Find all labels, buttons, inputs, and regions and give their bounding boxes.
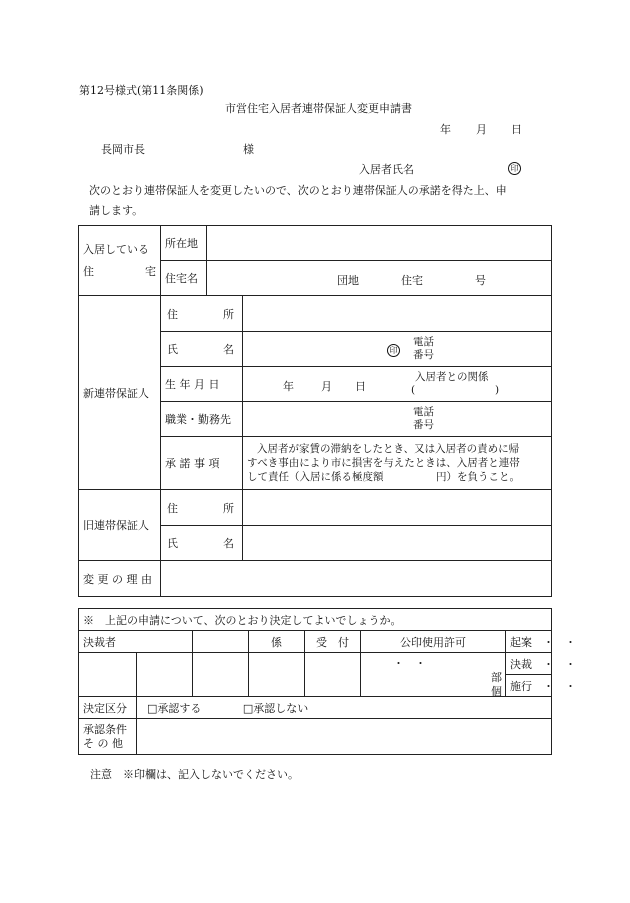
office-notice: ※ 上記の申請について、次のとおり決定してよいでしょうか。 <box>79 609 552 631</box>
approver-stamp-1[interactable] <box>79 653 137 697</box>
conditions-field[interactable] <box>137 719 552 755</box>
occupation-field[interactable] <box>243 402 552 437</box>
uketsuke-stamp[interactable] <box>305 653 361 697</box>
jutaku-label: 住宅 <box>401 274 423 287</box>
birth-date-field[interactable] <box>243 367 552 402</box>
residence-group-label: 入居している 住 宅 <box>79 226 161 296</box>
work-phone-label-2: 番号 <box>413 419 434 431</box>
house-name-field[interactable] <box>207 261 552 296</box>
new-phone-label-2: 番号 <box>413 349 434 361</box>
new-address-field[interactable] <box>243 296 552 332</box>
residence-address-field[interactable] <box>207 226 552 261</box>
new-phone-label-1: 電話 <box>413 336 434 348</box>
applicant-seal-mark <box>508 161 521 175</box>
approve-checkbox[interactable]: □承認する <box>147 701 202 715</box>
official-seal-cell[interactable] <box>361 653 506 697</box>
new-address-label: 住 所 <box>161 296 243 332</box>
work-phone-label-1: 電話 <box>413 406 434 418</box>
applicant-label: 入居者氏名 <box>359 163 414 176</box>
old-address-label: 住 所 <box>161 490 243 526</box>
danchi-label: 団地 <box>337 274 359 287</box>
kian-label: 起案 ・ ・ <box>506 631 552 653</box>
relation-label: 入居者との関係 <box>415 371 489 383</box>
consent-label: 承 諾 事 項 <box>161 437 243 490</box>
reason-field[interactable] <box>161 561 552 597</box>
official-seal-label: 公印使用許可 <box>361 631 506 653</box>
reason-label: 変 更 の 理 由 <box>79 561 161 597</box>
new-name-field[interactable] <box>243 332 552 367</box>
seal-dots: ・ ・ <box>393 657 426 670</box>
birth-year-label: 年 <box>283 380 294 393</box>
new-guarantor-group-label: 新連帯保証人 <box>79 296 161 490</box>
office-use-table <box>78 608 576 755</box>
date-day: 日 <box>511 123 522 136</box>
approver-cell-1[interactable] <box>193 631 249 653</box>
uketsuke-label: 受 付 <box>305 631 361 653</box>
intro-text-line-1: 次のとおり連帯保証人を変更したいので、次のとおり連帯保証人の承諾を得た上、申 <box>89 184 507 197</box>
old-name-field[interactable] <box>243 526 552 561</box>
addressee-honorific: 様 <box>243 143 254 156</box>
date-year: 年 <box>440 123 451 136</box>
application-table <box>78 225 552 597</box>
decision-label: 決定区分 <box>79 697 137 719</box>
ko-label: 個 <box>491 685 502 697</box>
approver-label: 決裁者 <box>79 631 193 653</box>
intro-text-line-2: 請します。 <box>89 204 144 217</box>
bu-label: 部 <box>491 671 502 684</box>
occupation-label: 職業・勤務先 <box>161 402 243 437</box>
date-month: 月 <box>476 123 487 136</box>
form-number: 第12号様式(第11条関係) <box>79 84 204 97</box>
relation-paren-open: ( <box>411 384 416 396</box>
seal-icon: 印 <box>508 162 521 175</box>
approver-stamp-2[interactable] <box>137 653 193 697</box>
house-name-label: 住宅名 <box>161 261 207 296</box>
kessai-label: 決裁 ・ ・ <box>506 653 552 675</box>
reject-checkbox[interactable]: □承認しない <box>242 701 309 715</box>
footer-note: 注意 ※印欄は、記入しないでください。 <box>90 768 299 781</box>
shiko-label: 施行 ・ ・ <box>506 675 552 697</box>
birth-month-label: 月 <box>321 380 332 393</box>
addressee-name: 長岡市長 <box>101 143 145 156</box>
consent-text: 入居者が家賃の滞納をしたとき、又は入居者の責めに帰 すべき事由により市に損害を与えたときは、入居者と連帯 して責任（入居に係る極度額 円）を負うこと。 <box>243 437 552 490</box>
seal-icon: 印 <box>387 344 400 357</box>
decision-options <box>137 697 552 719</box>
approver-stamp-3[interactable] <box>193 653 249 697</box>
birth-day-label: 日 <box>355 380 366 393</box>
new-name-label: 氏 名 <box>161 332 243 367</box>
address-label: 所在地 <box>161 226 207 261</box>
go-label: 号 <box>475 274 486 287</box>
birth-date-label: 生 年 月 日 <box>161 367 243 402</box>
relation-paren-close: ) <box>495 384 500 396</box>
old-guarantor-group-label: 旧連帯保証人 <box>79 490 161 561</box>
conditions-label: 承認条件 そ の 他 <box>79 719 137 755</box>
page-title: 市営住宅入居者連帯保証人変更申請書 <box>225 102 412 115</box>
kakari-label: 係 <box>249 631 305 653</box>
old-name-label: 氏 名 <box>161 526 243 561</box>
kakari-stamp[interactable] <box>249 653 305 697</box>
old-address-field[interactable] <box>243 490 552 526</box>
